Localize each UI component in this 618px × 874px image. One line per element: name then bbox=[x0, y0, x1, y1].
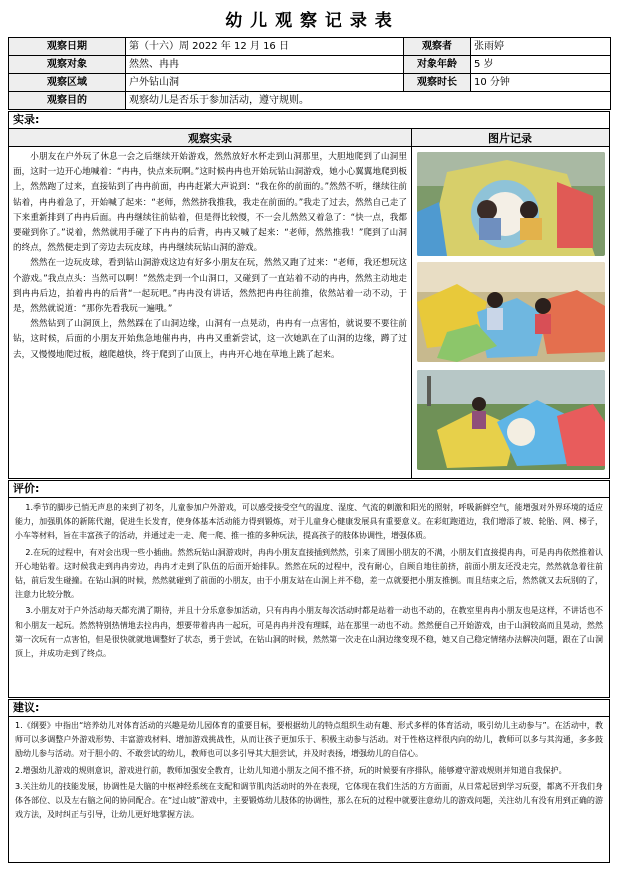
record-text-header: 观察实录 bbox=[9, 128, 411, 147]
observer-value: 张雨婷 bbox=[471, 38, 611, 56]
date-value: 第（十六）周 2022 年 12 月 16 日 bbox=[126, 38, 404, 56]
purpose-label: 观察目的 bbox=[9, 92, 126, 110]
suggestion-paragraph: 2.增强幼儿游戏的规则意识，游戏进行前，教师加强安全教育，让幼儿知道小朋友之间不推不挤，玩的时候要有序排队，能够遵守游戏规则并知道自我保护。 bbox=[15, 765, 567, 775]
age-label: 对象年龄 bbox=[404, 56, 471, 74]
observer-label: 观察者 bbox=[404, 38, 471, 56]
suggestion-paragraph: 3.关注幼儿的技能发展，协调性是大脑的中枢神经系统在支配和调节肌肉活动时的外在表现，它体现在我们生活的方方面面，从日常起居到学习玩耍，都离不开我们身体各部位、以及左右脑之间的协同配合。在“过山坡”游戏中，主要锻炼幼儿肢体的协调性，那么在玩的过程中就要注意幼儿的游戏问题，关注幼儿有没有用到正确的游戏方法，及时纠正与引导，让幼儿更好地掌握方法。 bbox=[15, 781, 603, 820]
duration-value: 10 分钟 bbox=[471, 74, 611, 92]
duration-label: 观察时长 bbox=[404, 74, 471, 92]
info-row-purpose bbox=[9, 92, 611, 110]
suggestion-rule bbox=[9, 716, 609, 717]
record-text bbox=[13, 150, 407, 363]
info-row-area bbox=[9, 74, 611, 92]
record-section-label: 实录: bbox=[13, 113, 40, 126]
evaluation-paragraph: 2.在玩的过程中，有对会出现一些小插曲。然然玩钻山洞游戏时，冉冉小朋友直接插到然然，引来了周围小朋友的不满，小朋友们直接提冉冉，可是冉冉依然推着认开心地钻着。这时候我走到冉冉旁边，冉冉才走到了队伍的后面开始排队。然然在玩的过程中，没有耐心，自顾自地往前挤，前面小朋友还没走完，然然就急着往前钻，前后发生碰撞。在钻山洞的时候，然然就碰到了前面的小朋友，由于小朋友站在山洞上并不稳，差一点就要把小朋友推倒。而且结束之后，然然就又去玩别的了，注意力比较分散。 bbox=[15, 547, 603, 600]
age-value: 5 岁 bbox=[471, 56, 611, 74]
record-paragraph: 然然钻到了山洞顶上，然然踩在了山洞边缘，山洞有一点晃动，冉冉有一点害怕，就说要不要往前钻，这时候，后面的小朋友开始焦急地催冉冉，冉冉又重新尝试，这一次她趴在了山洞的边缘，蹲了过去，又慢慢地爬过板，越爬越快，终于爬到了山顶上，冉冉开心地在草地上跳了起来。 bbox=[13, 319, 407, 360]
evaluation-text bbox=[15, 501, 603, 663]
evaluation-paragraph: 1.季节的脚步已悄无声息的来到了初冬，儿童参加户外游戏，可以感受接受空气的温度、湿度、气流的刺激和阳光的照射，呼吸新鲜空气，能增强对外界环境的适应能力，加强肌体的新陈代谢，促进生长发育，使身体基本活动能力得到锻炼，对于儿童身心健康发展具有重要意义。在彩虹跑道边，我们增添了坡、轮胎、网、梯子，小车等材料，旨在丰富孩子的活动，并通过走一走、爬一爬、推一推的多种玩法，提高孩子的肢体协调性，增强体质。 bbox=[15, 503, 603, 541]
target-label: 观察对象 bbox=[9, 56, 126, 74]
info-table bbox=[8, 37, 611, 110]
photo-3 bbox=[417, 370, 605, 470]
evaluation-section-label: 评价: bbox=[13, 482, 40, 495]
page-title: 幼 儿 观 察 记 录 表 bbox=[225, 11, 393, 31]
target-value: 然然、冉冉 bbox=[126, 56, 404, 74]
photo-1 bbox=[417, 152, 605, 256]
info-row-date bbox=[9, 38, 611, 56]
photo-2 bbox=[417, 262, 605, 362]
suggestion-section bbox=[8, 699, 610, 863]
record-paragraph: 小朋友在户外玩了休息一会之后继续开始游戏，然然放好水杯走到山洞那里，大胆地爬到了山洞里面，这时一边开心地喊着：“冉冉，快点来玩啊。”这时候冉冉也开始玩钻山洞游戏，她小心翼翼地爬到板上，然然跑了过来，直接钻到了冉冉前面，冉冉赶紧大声说到：“我在你的前面的。”然然不听，继续往前钻着，冉冉着急了，开始喊了起来：“老师，然然挤我推我，我走在前面的。”我走了过去，然然自己走了下来重新排到了冉冉后面。冉冉继续往前钻着，但是得比较慢，不一会儿然然又着急了：“快一点，我都要碰到你了。”说着，然然就用手碰了下冉冉的后背，冉冉又喊了起来：“老师，然然推我！”爬到了山洞的终点，然然便走到了旁边去玩皮球，冉冉继续玩钻山洞的游戏。 bbox=[13, 152, 407, 254]
record-photo-header: 图片记录 bbox=[411, 128, 609, 147]
area-value: 户外钻山洞 bbox=[126, 74, 404, 92]
purpose-value: 观察幼儿是否乐于参加活动，遵守规则。 bbox=[126, 92, 611, 110]
suggestion-text bbox=[15, 719, 603, 824]
record-section bbox=[8, 111, 610, 479]
suggestion-paragraph: 1.《纲要》中指出“培养幼儿对体育活动的兴趣是幼儿园体育的重要目标，要根据幼儿的特点组织生动有趣、形式多样的体育活动，吸引幼儿主动参与”。在活动中，教师可以多调整户外游戏形势、丰富游戏材料、增加游戏挑战性，从而让孩子更加乐于、积极主动参与活动。对于性格这样很内向的幼儿，教师可以多与其沟通，多多鼓励幼儿参与活动。对于胆小的、不敢尝试的幼儿，教师也可以多引导其大胆尝试，并及时表扬，增强幼儿的自信心。 bbox=[15, 721, 603, 759]
evaluation-section bbox=[8, 480, 610, 698]
info-row-target bbox=[9, 56, 611, 74]
date-label: 观察日期 bbox=[9, 38, 126, 56]
area-label: 观察区域 bbox=[9, 74, 126, 92]
evaluation-paragraph: 3.小朋友对于户外活动每天都充满了期待，并且十分乐意参加活动，只有冉冉小朋友每次活动时都是站着一动也不动的，在教室里冉冉小朋友也是这样，不讲话也不和小朋友一起玩。然然特别热情地去拉冉冉，想要带着冉冉一起玩，可是冉冉并没有理睬，站在那里一动也不动。然然便自己开始游戏，由于山洞较高而且晃动，然然第一次玩有一点害怕，但是很快就就地调整好了状态，勇于尝试，在钻山洞的时候，然然第一次走在山洞边缘变现不稳，她又自己稳定情绪办法解决问题，跟在了山洞顶上，并成功走到了终点。 bbox=[15, 606, 603, 659]
record-paragraph: 然然在一边玩皮球，看到钻山洞游戏这边有好多小朋友在玩，然然又跑了过来：“老师，我还想玩这个游戏。”我点点头：当然可以啊！”然然走到一个山洞口，又碰到了一直站着不动的冉冉，然然主动地走到冉冉后边，拍着冉冉的后背“一起玩吧。”冉冉没有讲话，然然把冉冉往前推，依然站着一动不动，于是，然然就说道：“那你先看我玩一遍哦。” bbox=[13, 258, 407, 315]
column-divider bbox=[411, 128, 412, 478]
evaluation-rule bbox=[9, 497, 609, 498]
suggestion-section-label: 建议: bbox=[13, 701, 40, 714]
